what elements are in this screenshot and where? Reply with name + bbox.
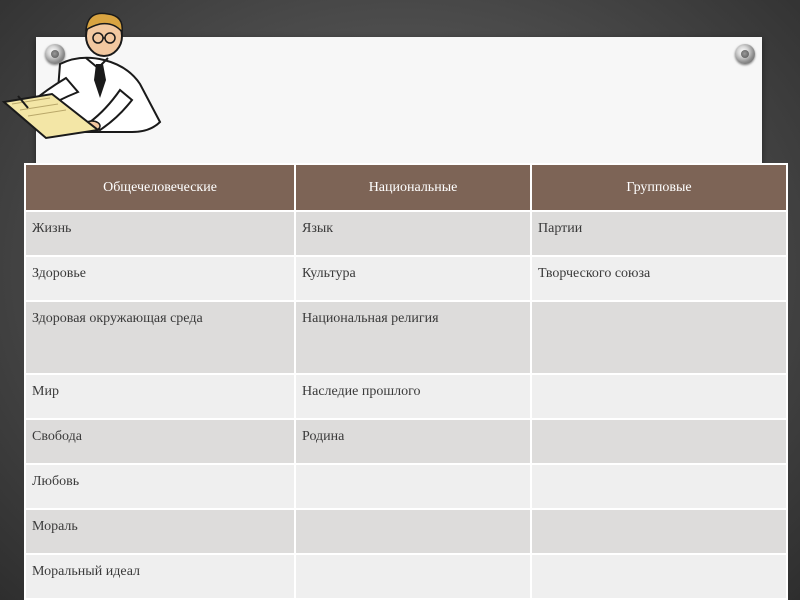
table-cell — [531, 509, 787, 554]
header-cell-group: Групповые — [531, 164, 787, 211]
table-row — [25, 211, 787, 256]
table-cell — [531, 301, 787, 374]
table-cell: Мораль — [25, 509, 295, 554]
table-row — [25, 509, 787, 554]
pushpin-icon — [735, 44, 755, 64]
header-cell-universal: Общечеловеческие — [25, 164, 295, 211]
table-cell: Мир — [25, 374, 295, 419]
table-row — [25, 464, 787, 509]
table-header-row — [25, 164, 787, 211]
table-cell: Свобода — [25, 419, 295, 464]
table-row — [25, 301, 787, 374]
scholar-clipart — [0, 6, 168, 140]
table-cell — [531, 554, 787, 599]
table-cell: Моральный идеал — [25, 554, 295, 599]
table-cell: Наследие прошлого — [295, 374, 531, 419]
table-row — [25, 256, 787, 301]
table-cell: Творческого союза — [531, 256, 787, 301]
table-cell: Здоровье — [25, 256, 295, 301]
table-cell — [531, 464, 787, 509]
table-cell: Национальная религия — [295, 301, 531, 374]
header-cell-national: Национальные — [295, 164, 531, 211]
table-cell: Здоровая окружающая среда — [25, 301, 295, 374]
table-cell — [531, 374, 787, 419]
values-table — [24, 163, 788, 600]
table-cell: Культура — [295, 256, 531, 301]
table-cell — [295, 554, 531, 599]
table-cell: Жизнь — [25, 211, 295, 256]
table-cell — [295, 509, 531, 554]
table-cell: Любовь — [25, 464, 295, 509]
table-cell — [531, 419, 787, 464]
table-row — [25, 554, 787, 599]
table-cell: Язык — [295, 211, 531, 256]
table-row — [25, 374, 787, 419]
table-cell — [295, 464, 531, 509]
table-cell: Родина — [295, 419, 531, 464]
table-row — [25, 419, 787, 464]
table-cell: Партии — [531, 211, 787, 256]
